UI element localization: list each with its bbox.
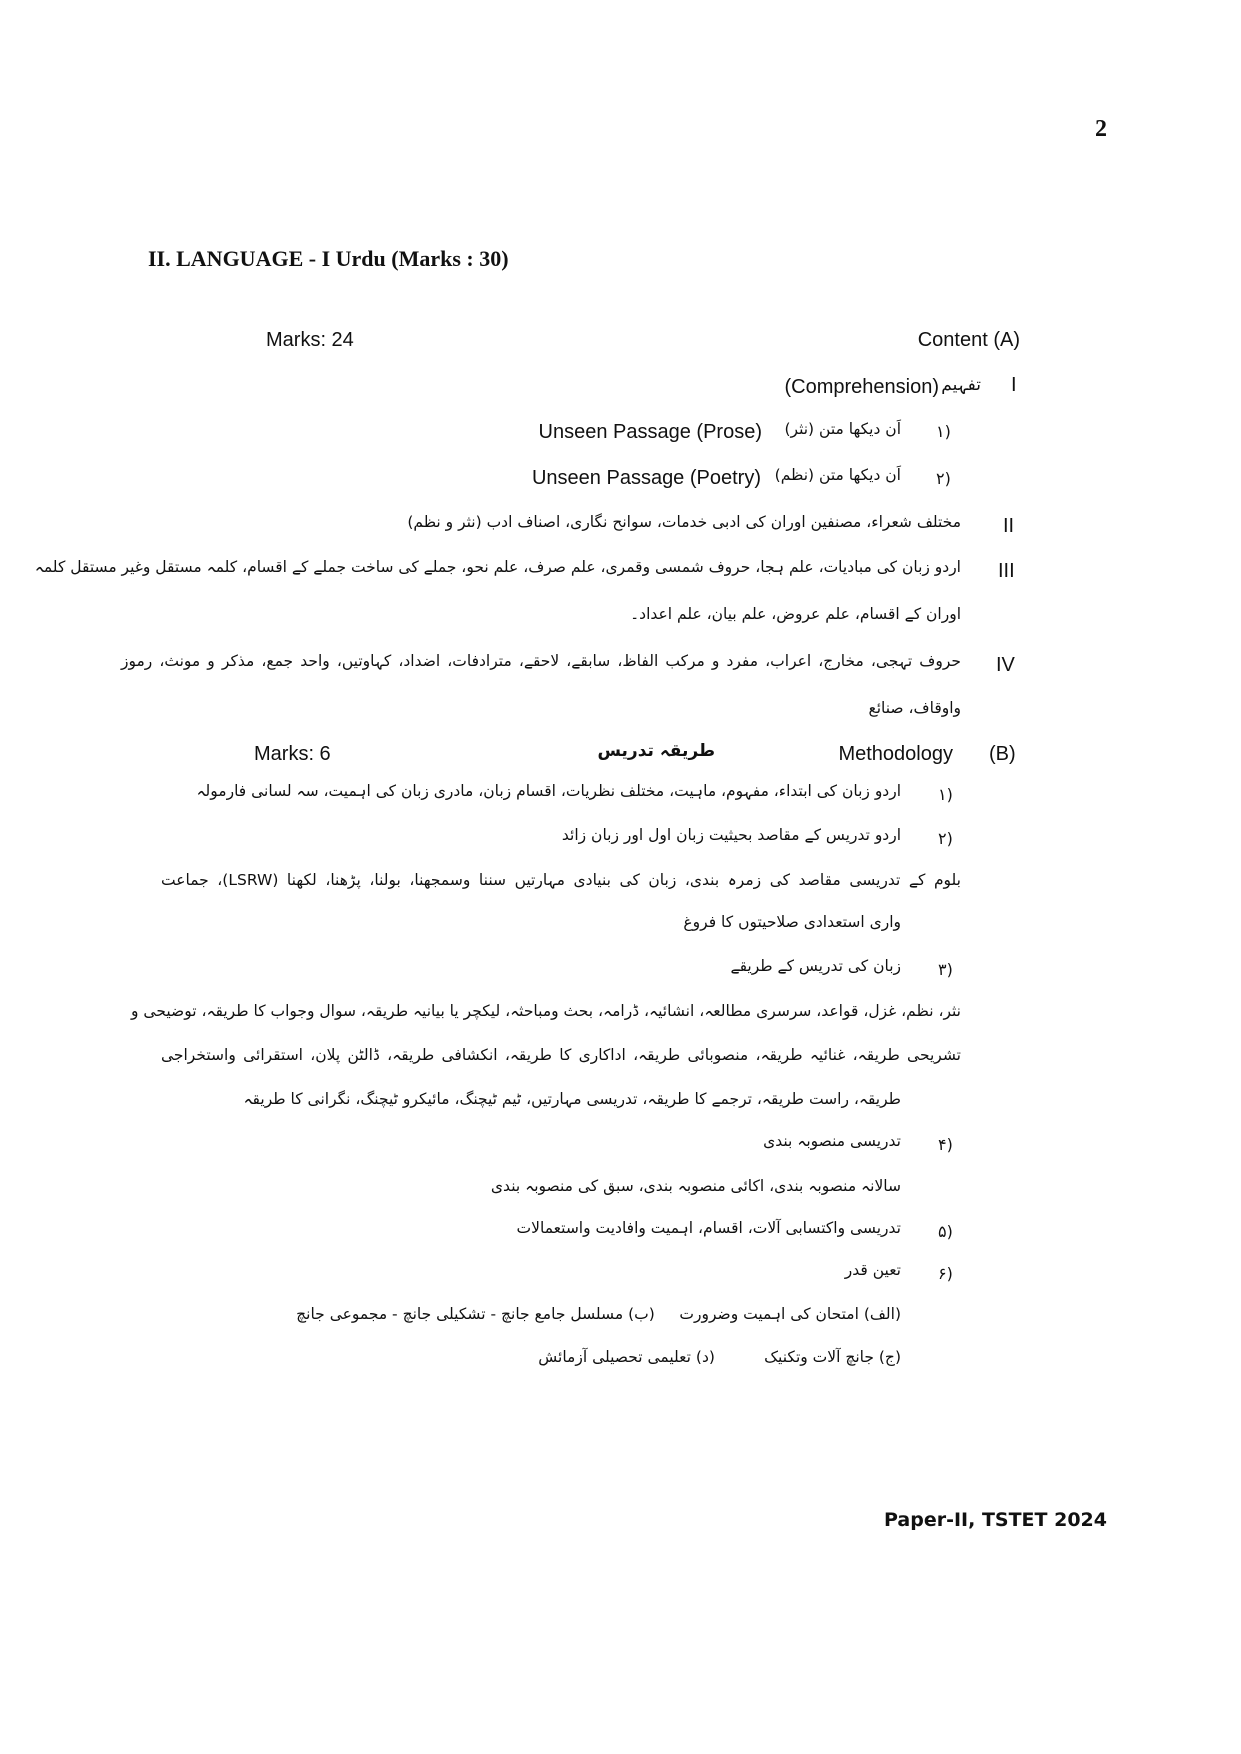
methodology-letter: (B) (989, 743, 1016, 765)
method-2-sub-line-1: بلوم کے تدریسی مقاصد کی زمرہ بندی، زبان کی بنیادی مہارتیں سننا وسمجھنا، بولنا، پڑھنا، لکھنا (LSRW)، جماعت (161, 871, 961, 889)
method-4-sub: سالانہ منصوبہ بندی، اکائی منصوبہ بندی، سبق کی منصوبہ بندی (490, 1177, 901, 1195)
item-num-1: ۱) (936, 422, 951, 441)
page-number: 2 (1095, 116, 1107, 142)
item-num-2: ۲) (936, 469, 951, 488)
item-I-urdu: تفہیم (941, 375, 981, 395)
method-num-5: ۵) (938, 1222, 953, 1241)
method-num-2: ۲) (938, 829, 953, 848)
method-6-text: تعین قدر (844, 1261, 901, 1279)
method-3-text: زبان کی تدریس کے طریقے (730, 957, 901, 975)
item-2-english: Unseen Passage (Poetry) (531, 467, 761, 489)
item-2-urdu: اَن دیکھا متن (نظم) (774, 466, 901, 484)
item-num-III: III (998, 560, 1015, 582)
item-num-IV: IV (996, 654, 1015, 676)
method-num-4: ۴) (938, 1135, 953, 1154)
item-II-urdu: مختلف شعراء، مصنفین اوران کی ادبی خدمات، سوانح نگاری، اصناف ادب (نثر و نظم) (407, 513, 961, 531)
method-6-sub-line-1: (الف) امتحان کی اہمیت وضرورت (ب) مسلسل جامع جانچ - تشکیلی جانچ - مجموعی جانچ (296, 1305, 901, 1323)
method-2-sub-line-2: واری استعدادی صلاحیتوں کا فروغ (683, 913, 901, 931)
method-2-text: اردو تدریس کے مقاصد بحیثیت زبان اول اور زبان زائد (561, 826, 901, 844)
item-III-line-2: اوران کے اقسام، علم عروض، علم بیان، علم اعداد۔ (630, 605, 961, 623)
item-1-english: Unseen Passage (Prose) (538, 421, 762, 443)
method-6-sub-line-2: (ج) جانچ آلات وتکنیک (د) تعلیمی تحصیلی آزمائش (538, 1348, 901, 1366)
method-num-3: ۳) (938, 960, 953, 979)
content-marks: Marks: 24 (266, 329, 354, 351)
method-3-sub-line-2: تشریحی طریقہ، غنائیہ طریقہ، منصوبائی طریقہ، اداکاری کا طریقہ، انکشافی طریقہ، ڈالٹن پلان، استقرائی واستخراجی (161, 1046, 961, 1064)
item-num-II: II (1003, 515, 1015, 537)
method-5-text: تدریسی واکتسابی آلات، اقسام، اہمیت وافادیت واستعمالات (516, 1219, 901, 1237)
item-IV-line-2: واوقاف، صنائع (868, 699, 961, 717)
method-3-sub-line-3: طریقہ، راست طریقہ، ترجمے کا طریقہ، تدریسی مہارتیں، ٹیم ٹیچنگ، مائیکرو ٹیچنگ، نگرانی کا طریقہ (243, 1090, 901, 1108)
methodology-heading: Methodology (838, 743, 953, 765)
item-1-urdu: اَن دیکھا متن (نثر) (784, 420, 901, 438)
method-num-1: ۱) (938, 785, 953, 804)
method-num-6: ۶) (938, 1264, 953, 1283)
page-footer: Paper-II, TSTET 2024 (884, 1509, 1107, 1531)
method-4-text: تدریسی منصوبہ بندی (763, 1132, 901, 1150)
methodology-marks: Marks: 6 (254, 743, 331, 765)
section-title: II. LANGUAGE - I Urdu (Marks : 30) (148, 246, 509, 271)
item-III-line-1: اردو زبان کی مبادیات، علم ہجا، حروف شمسی وقمری، علم صرف، علم نحو، جملے کی ساخت جملے کے اقسام، کلمہ مستقل وغیر مستقل کلمہ (34, 558, 961, 576)
methodology-urdu-heading: طریقہ تدریس (597, 741, 715, 761)
content-heading: Content (A) (917, 329, 1020, 351)
item-IV-line-1: حروف تہجی، مخارج، اعراب، مفرد و مرکب الفاظ، سابقے، لاحقے، مترادفات، اضداد، کہاوتیں، واحد جمع، مذکر و مونث، رموز (121, 652, 961, 670)
item-num-I: I (1011, 374, 1017, 396)
method-1-text: اردو زبان کی ابتداء، مفہوم، ماہیت، مختلف نظریات، اقسام زبان، مادری زبان کی اہمیت، سہ لسانی فارمولہ (196, 782, 901, 800)
method-3-sub-line-1: نثر، نظم، غزل، قواعد، سرسری مطالعہ، انشائیہ، ڈرامہ، بحث ومباحثہ، لیکچر یا بیانیہ طریقہ، سوال وجواب کا طریقہ، توضیحی و (131, 1002, 961, 1020)
item-I-english: (Comprehension) (784, 376, 939, 398)
